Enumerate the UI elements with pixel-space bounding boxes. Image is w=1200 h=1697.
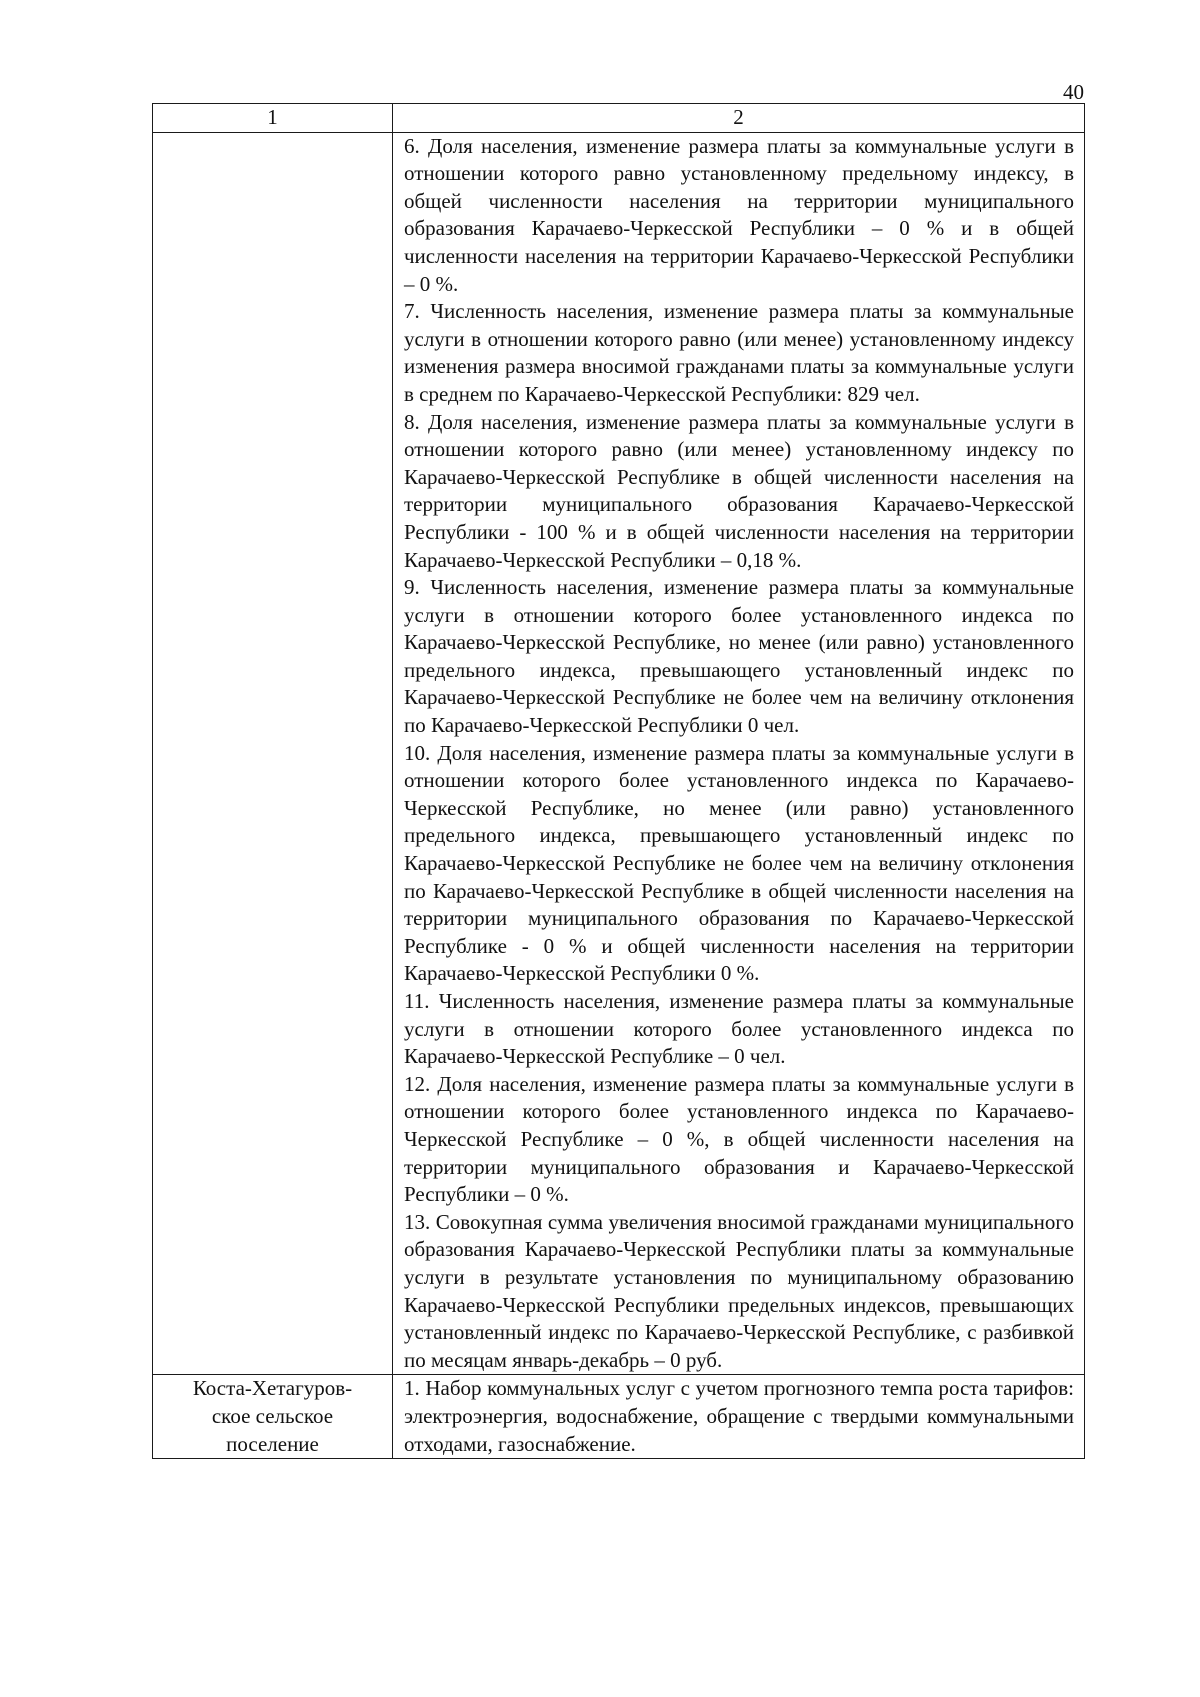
indicator-paragraph: 9. Численность населения, изменение размера платы за коммунальные услуги в отношении которого более установленного индекса по Карачаево-Черкесской Республике, но менее (или равно) установленного предельного индекса, превышающего установленный индекс по Карачаево-Черкесской Республике не более чем на величину отклонения по Карачаево-Черкесской Республики 0 чел. xyxy=(404,575,1074,738)
document-table xyxy=(152,103,1085,1459)
table-row xyxy=(153,1375,1085,1459)
indicator-paragraph: 12. Доля населения, изменение размера платы за коммунальные услуги в отношении которого более установленного индекса по Карачаево-Черкесской Республике – 0 %, в общей численности населения на территории муниципального образования и Карачаево-Черкесской Республики – 0 %. xyxy=(404,1071,1074,1207)
indicator-paragraph: 7. Численность населения, изменение размера платы за коммунальные услуги в отношении которого равно (или менее) установленному индексу изменения размера вносимой гражданами платы за коммунальные услуги в среднем по Карачаево-Черкесской Республики: 829 чел. xyxy=(404,299,1074,406)
settlement-name-line: ское сельское xyxy=(211,1403,334,1428)
settlement-name-line: Коста-Хетагуров- xyxy=(192,1376,353,1401)
indicator-paragraph: 8. Доля населения, изменение размера платы за коммунальные услуги в отношении которого равно (или менее) установленному индексу по Карачаево-Черкесской Республике в общей численности населения на территории муниципального образования Карачаево-Черкесской Республики - 100 % и в общей численности населения на территории Карачаево-Черкесской Республики – 0,18 %. xyxy=(404,409,1074,572)
indicator-paragraph: 11. Численность населения, изменение размера платы за коммунальные услуги в отношении которого более установленного индекса по Карачаево-Черкесской Республике – 0 чел. xyxy=(404,989,1074,1069)
table-row xyxy=(153,132,1085,1375)
indicator-paragraph: 6. Доля населения, изменение размера платы за коммунальные услуги в отношении которого равно установленному предельному индексу, в общей численности населения на территории муниципального образования Карачаево-Черкесской Республики – 0 % и в общей численности населения на территории Карачаево-Черкесской Республики – 0 %. xyxy=(404,133,1074,296)
indicator-paragraph: 10. Доля населения, изменение размера платы за коммунальные услуги в отношении которого более установленного индекса по Карачаево-Черкесской Республике, но менее (или равно) установленного предельного индекса, превышающего установленный индекс по Карачаево-Черкесской Республике не более чем на величину отклонения по Карачаево-Черкесской Республике в общей численности населения на территории муниципального образования по Карачаево-Черкесской Республике - 0 % и общей численности населения на территории Карачаево-Черкесской Республики 0 %. xyxy=(404,740,1074,986)
column-header-2: 2 xyxy=(393,104,1085,133)
indicators-cell xyxy=(393,1375,1085,1459)
indicators-cell xyxy=(393,132,1085,1375)
column-header-1: 1 xyxy=(153,104,393,133)
indicator-paragraph: 1. Набор коммунальных услуг с учетом прогнозного темпа роста тарифов: электроэнергия, водоснабжение, обращение с твердыми коммунальными отходами, газоснабжение. xyxy=(404,1376,1074,1456)
table-header-row xyxy=(153,104,1085,133)
indicator-paragraph: 13. Совокупная сумма увеличения вносимой гражданами муниципального образования Карачаево-Черкесской Республики платы за коммунальные услуги в результате установления по муниципальному образованию Карачаево-Черкесской Республики предельных индексов, превышающих установленный индекс по Карачаево-Черкесской Республике, с разбивкой по месяцам январь-декабрь – 0 руб. xyxy=(404,1209,1074,1372)
settlement-cell xyxy=(153,132,393,1375)
settlement-cell xyxy=(153,1375,393,1459)
settlement-name-line: поселение xyxy=(226,1431,319,1456)
page-number: 40 xyxy=(1063,80,1084,104)
